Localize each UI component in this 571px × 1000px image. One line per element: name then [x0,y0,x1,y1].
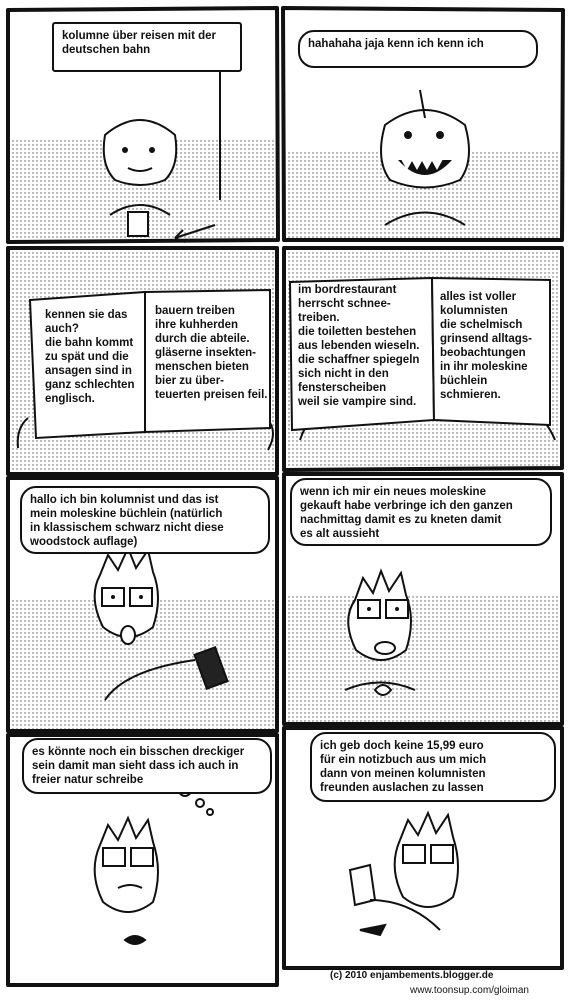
thought-bubble-panel-7: es könnte noch ein bisschen dreckiger sein damit man sieht dass ich auch in freier natur schreibe [22,738,272,794]
credit-copyright: (c) 2010 enjambements.blogger.de [330,970,494,981]
book-page-left-panel-3: kennen sie das auch? die bahn kommt zu spät und die ansagen sind in ganz schlechten englisch. [45,309,135,405]
notebook-icon [128,212,148,236]
character-laughing [381,110,469,188]
credit-website: www.toonsup.com/gloiman [410,985,529,996]
book-page-right-panel-4: alles ist voller kolumnisten die schelmisch grinsend alltags- beobachtungen in ihr moleskine büchlein schmieren. [440,291,533,401]
speech-bubble-panel-6: wenn ich mir ein neues moleskine gekauft habe verbringe ich den ganzen nachmittag damit es zu kneten damit es alt aussieht [290,478,552,546]
speech-bubble-panel-5: hallo ich bin kolumnist und das ist mein moleskine büchlein (natürlich in klassischem schwarz nicht diese woodstock auflage) [20,486,270,554]
book-page-right-panel-3: bauern treiben ihre kuhherden durch die abteile. gläserne insekten- menschen bieten bier zu über- teuerten preisen feil. [155,305,268,401]
speech-bubble-panel-8: ich geb doch keine 15,99 euro für ein notizbuch aus um mich dann von meinen kolumnisten freunden auslachen zu lassen [310,732,556,802]
character-bald-columnist [104,120,177,185]
speech-bubble-panel-1: kolumne über reisen mit der deutschen bahn [52,22,242,72]
speech-bubble-panel-2: hahahaha jaja kenn ich kenn ich [298,30,538,68]
book-page-left-panel-4: im bordrestaurant herrscht schnee- treiben. die toiletten bestehen aus lebenden wieseln. die schaffner spiegeln sich nicht in den fensterscheiben weil sie vampire sind. [298,284,420,408]
